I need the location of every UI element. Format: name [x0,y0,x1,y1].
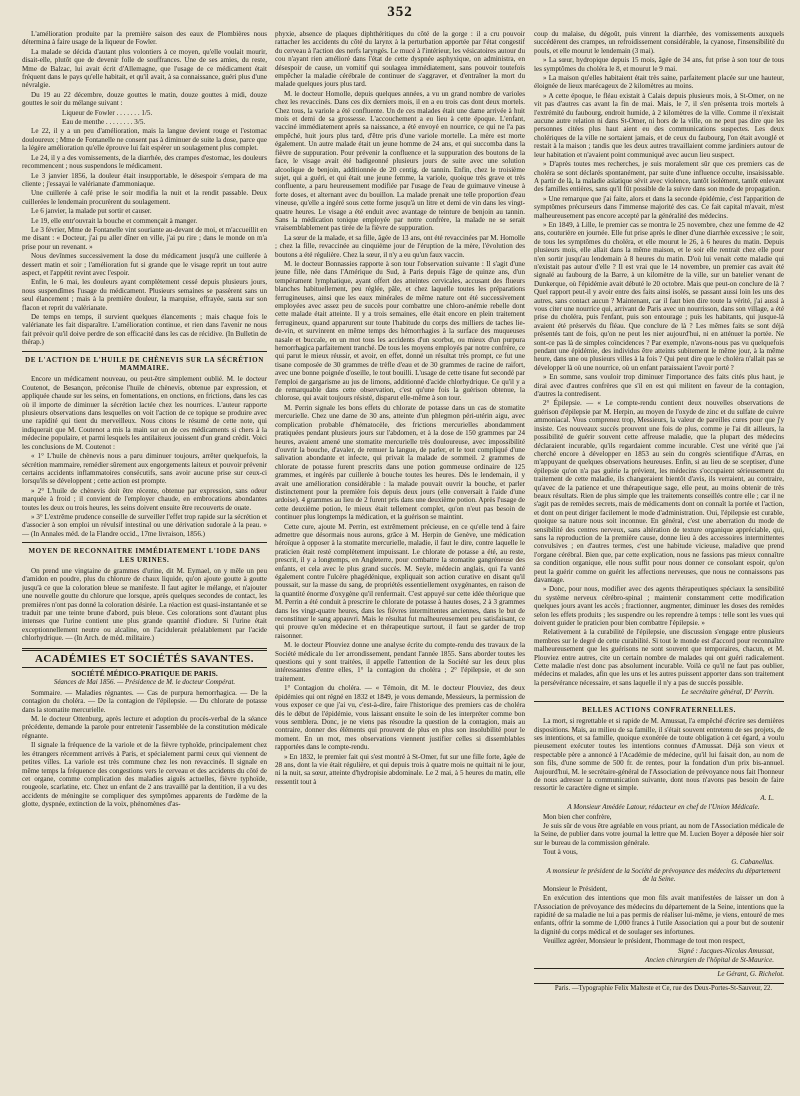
paragraph: » En 1849, à Lille, le premier cas se montra le 25 novembre, chez une femme de 42 ans, couturière en journée. Elle fut prise après le dîner d'une diarrhée excessive ; le soir, de tous les symptômes du choléra, et elle mourut le 26, à 6 heures du matin. Depuis plusieurs mois, elle allait dans la même maison, et le soir elle rentrait chez elle pour n'en sortir jusqu'au lendemain à 8 heures du matin. D'où lui venait cette maladie qui n'existait pas autour d'elle ? Il est vrai que le 14 novembre, un premier cas avait été signalé au faubourg de la Barre, à un kilomètre de la ville, sur un batelier venant de Dunkerque, où l'épidémie avait débuté le 20 octobre. Mais que peut-on conclure de là ? Quel rapport peut-il y avoir entre des faits ainsi isolés, se passant aussi loin les uns des autres, sans contact aucun ? Maintenant, car il faut bien dire toute la vérité, j'ai aussi à vous citer une nourrice qui, arrivant de Paris avec un nourrisson, dans son village, a été prise du choléra, puis l'enfant, puis son entourage ; puis les habitants, qui jusque-là avaient été préservés du fléau. Que conclure de là ? Les mêmes faits se sont déjà présentés tant de fois, qu'on ne peut les nier aujourd'hui, ni en atténuer la portée. Ne sont-ce pas là de simples coïncidences ? Par exemple, n'avons-nous pas vu quelquefois pendant une épidémie, des individus être atteints subitement le même jour, à la même heure, dans une ou plusieurs villes à la fois ? Qui peut dire que le choléra n'allait pas se développer là où une nourrice, où un enfant paraissaient l'avoir porté ? [534,220,784,372]
letter-signature: G. Cabanellas. [731,857,774,866]
printer-imprint: Paris. —Typographie Felix Malteste et Ce, rue des Deux-Portes-St-Sauveur, 22. [554,984,773,992]
paragraph: On prend une vingtaine de grammes d'urine, dit M. Eymael, on y mêle un peu d'amidon en poudre, plus du chlorure de chaux liquide, qu'on ajoute goutte à goutte jusqu'à ce que la coloration bleue se manifeste. Il faut agiter le mélange, et n'ajouter une nouvelle goutte du chlorure que lorsque, après quelques secondes de contact, les premières n'ont pas donné la coloration désirée. La réaction est quasi-instantanée et se traduit par une teinte brune d'abord, puis bleue. Ces colorations sont d'autant plus intenses que l'urine contient une plus grande quantité d'iodure. Si l'urine était exceptionnellement neutre ou alcaline, on l'acidulerait préalablement par l'acide chlorhydrique. — (In Arch. de méd. militaire.) [22,566,267,643]
paragraph: L'amélioration produite par la première saison des eaux de Plombières nous détermina à faire usage de la liqueur de Fowler. [22,30,267,47]
paragraph: » En 1832, le premier fait qui s'est montré à St-Omer, fut sur une fille forte, âgée de 28 ans, dont la vie était régulière, et qui depuis trois à quatre mois ne quittait ni le jour, ni la nuit, sa sœur, atteinte d'hydropisie abdominale. Le 2 mai, à 5 heures du matin, elle ressentit tout à [275,752,525,786]
section-divider [534,968,784,969]
column-1 [22,30,267,1090]
paragraph: M. le docteur Plouviez donne une analyse écrite du compte-rendu des travaux de la Société médicale du 1er arrondissement, pendant l'année 1855. Sans aborder toutes les questions qui y sont traitées, il appelle l'attention de la Société sur les deux plus intéressantes d'entre elles, 1° la contagion du choléra ; 2° l'épilepsie, et de son traitement. [275,641,525,683]
paragraph: Enfin, le 6 mai, les douleurs ayant complètement cessé depuis plusieurs jours, nous suspendîmes l'usage du médicament. Plusieurs semaines se passèrent sans un seul élancement ; mais à la première douleur, la marquise, effrayée, sauta sur son flacon et reprit du valérianate. [22,278,267,312]
academies-heading: ACADÉMIES ET SOCIÉTÉS SAVANTES. [34,652,255,665]
section-title: MOYEN DE RECONNAITRE IMMÉDIATEMENT L'IODE DANS LES URINES. [28,547,261,564]
paragraph: coup du malaise, du dégoût, puis vinrent la diarrhée, des vomissements auxquels succédèrent des crampes, un refroidissement considérable, la cyanose, l'insensibilité du pouls, et elle mourut le lendemain (3 mai). [534,30,784,55]
column-2 [275,30,525,1090]
paragraph: Monsieur le Président, [543,884,608,893]
paragraph: Le 24, il y a des vomissements, de la diarrhée, des crampes d'estomac, les douleurs recommencent ; nous suspendons le médicament. [22,153,267,171]
paragraph: M. le docteur Homolle, depuis quelques années, a vu un grand nombre de varioles chez les revaccinés. Dans ces dix derniers mois, il en a eu trois cas dont deux mortels. Chez tous, la variole a été confluente. Un de ces malades était une dame arrivée à huit mois et demi de sa grossesse. L'accouchement a eu lieu à cette époque. L'enfant, vacciné immédiatement après sa naissance, a été envoyé en nourrice, ce qui ne l'a pas empêché, huit jours plus tard, d'être pris d'une variole mortelle. La mère est morte également. Un autre malade était un jeune homme de 24 ans, et qui succomba dans la fièvre de suppuration. Pour prévenir la confluence et la suppuration des boutons de la face, le visage avait été badigeonné plusieurs jours de suite avec une solution alcoolique de benjoin, additionnée de 20 centig. de tannin. Enfin, chez le troisième sujet, qui a guéri, et qui était une jeune femme, la variole, quoique très grave et très confluente, a paru heureusement modifiée par l'usage de l'eau de guimauve vineuse à forte doses, et alternant avec du bouillon. La malade prenait une telle proportion d'eau vineuse, qu'elle a ingéré sous cette forme jusqu'à un litre et demi de vin dans les vingt-quatre heures. Le visage a été enduit avec avantage de teinture de benjoin au tannin. Sans la médication tonique employée par notre confrère, la malade ne se serait vraisemblablement pas tirée de la fièvre de suppuration. [275,89,525,233]
section-title: DE L'ACTION DE L'HUILE DE CHÈNEVIS SUR LA SÉCRÉTION MAMMAIRE. [25,355,264,373]
paragraph: Le 19, elle entr'ouvrait la bouche et commençait à manger. [31,216,198,225]
paragraph: » En somme, sans vouloir trop diminuer l'importance des faits cités plus haut, je dirai avec d'autres confrères que s'il en est qui militent en faveur de la contagion, d'autres la contredisent. [534,373,784,399]
section-divider [22,667,267,668]
letter-addressee: A monsieur le président de la Société de prévoyance des médecins du département de la Seine. [546,867,781,884]
paragraph: M. le docteur Ottenburg, après lecture et adoption du procès-verbal de la séance précédente, demande la parole pour entretenir l'assemblée de la constitution médicale régnante. [22,715,267,740]
paragraph: Veuillez agréer, Monsieur le président, l'hommage de tout mon respect, [543,937,745,946]
paragraph: Je suis sûr de vous être agréable en vous priant, au nom de l'Association médicale de la Seine, de publier dans votre journal la lettre que M. Lucien Boyer a déposée hier soir sur le bureau de la commission générale. [534,821,784,847]
section-divider [534,983,784,984]
society-heading: SOCIÉTÉ MÉDICO-PRATIQUE DE PARIS. [71,669,218,679]
summary-paragraph: Sommaire. — Maladies régnantes. — Cas de purpura hemorrhagica. — De la contagion du choléra. — De la contagion de l'épilepsie. — Du chlorate de potasse dans la stomatite mercurielle. [22,688,267,714]
paragraph: Nous devînmes successivement la dose du médicament jusqu'à une cuillerée à dessert matin et soir ; l'amélioration fut si grande que le visage reprit un tout autre aspect, et l'appétit revint avec l'espoir. [22,252,267,277]
paragraph: La malade se décida d'autant plus volontiers à ce moyen, qu'elle voulait mourir, disait-elle, plutôt que de devenir folle de souffrances. Une de ses amies, du reste, Mme de Balzac, lui avait écrit d'Allemagne, que l'usage de ce médicament était fréquent dans le pays qu'elle habitait, et qu'il avait, à sa connaissance, guéri plus d'une névralgie. [22,47,267,90]
paragraph: Une cuillerée à café prise le soir modifia la nuit et la rendit passable. Deux cuillerées le lendemain procurèrent du soulagement. [22,189,267,206]
column-3 [534,30,784,1090]
letter-signature: Signé : Jacques-Nicolas Amussat, [677,946,774,955]
paragraph: Relativement à la curabilité de l'épilepsie, une discussion s'engage entre plusieurs membres sur le degré de cette curabilité. Si tout le monde est d'accord pour reconnaître malheureusement que les guérisons ne sont souvent que temporaires, chacun, et M. Plouviez entre autres, cite un certain nombre de malades qui ont guéri radicalement. Cette maladie n'est donc pas absolument incurable. Voilà ce qu'il ne faut pas oublier, médecins et malades, afin que les uns et les autres puissent apporter dans son traitement la persévérance nécessaire, et sans laquelle il n'y a pas de succès possible. [534,628,784,687]
secretary-signature: Le secrétaire général, D' Perrin. [681,688,774,697]
paragraph: La mort, si regrettable et si rapide de M. Amussat, l'a empêché d'écrire ses dernières dispositions. Mais, au milieu de sa famille, il s'était souvent entretenu de ses projets, de ses intentions, et sa famille, quoique exonérée de toute obligation à cet égard, a voulu pieusement exécuter toutes les intentions connues d'Amussat. Déjà son vieux et respectable père a annoncé à l'Académie de médecine, qu'il lui faisait don, au nom de son fils, d'une somme de 500 fr. de rentes, pour la fondation d'un prix bis-annuel. Aujourd'hui, M. le secrétaire-général de l'Association de prévoyance nous fait l'honneur de nous adresser la communication suivante, dont nous n'avons pas besoin de faire ressortir le caractère digne et simple. [534,717,784,793]
formula-line: Liqueur de Fowler . . . . . . . 1/5. [62,108,153,117]
paragraph: En exécution des intentions que mon fils avait manifestées de laisser un don à l'Association de prévoyance des médecins du département de la Seine, intentions que la rapidité de sa maladie ne lui a pas permis de réaliser lui-même, je viens, entouré de mes enfants, offrir la somme de 1,000 francs à l'utile Association qui a pour but de soutenir la dignité du corps médical et de soulager ses infortunes. [534,894,784,936]
paragraph: Le 3 janvier 1856, la douleur était insupportable, le désespoir s'empara de ma cliente ; j'essayai le valérianate d'ammoniaque. [22,171,267,188]
section-divider [22,351,267,352]
paragraph: La sœur de la malade, et sa fille, âgée de 13 ans, ont été revaccinées par M. Homolle ; chez la fille, revaccinée au cinquième jour de l'éruption de la mère, l'évolution des boutons a été régulière. Chez la sœur, il n'y a eu qu'un faux vaccin. [275,233,525,259]
section-title: BELLES ACTIONS CONFRATERNELLES. [581,705,737,714]
paragraph: » La sœur, hydropique depuis 15 mois, âgée de 34 ans, fut prise à son tour de tous les symptômes du choléra le 8, et mourut le 9 mai. [534,56,784,73]
paragraph: » 3° L'extrême prudence conseille de surveiller l'effet trop rapide sur la sécrétion et d'associer à son emploi un révulsif intestinal ou une dérivation sudorale à la peau. » — (In Annales méd. de la Flandre occid., 17me livraison, 1856.) [22,512,267,538]
session-line: Séances de Mai 1856. — Présidence de M. le docteur Compérat. [53,678,236,687]
paragraph: Tout à vous, [543,848,578,857]
paragraph: » Une remarque que j'ai faite, alors et dans la seconde épidémie, c'est l'apparition de symptômes précurseurs dans l'immense majorité des cas. Ce fait capital m'avait, m'est malheureusement pas encore accepté par la généralité des médecins. [534,194,784,220]
paragraph: Le 6 janvier, la malade put sortir et causer. [31,207,152,216]
paragraph: » A cette époque, le fléau existait à Calais depuis plusieurs mois, à St-Omer, on ne vit pas d'autres cas avant la fin de mai. Mais, le 7, il s'en présenta trois mortels à l'extrémité du faubourg, endroit humide, à 2 kilomètres de la ville. Comme il n'existait aucune autre relation ni dans St-Omer, ni hors de la ville, on ne peut pas dire que les personnes citées plus haut aient eu des communications suspectes. Les deux cholériques de la ville ne sortaient jamais, et de ceux du faubourg, l'on était avouglé et restait à la maison ; tandis que les deux autres travaillaient comme jardiniers autour de leur habitation et n'avaient point communiqué avec aucun lieu suspect. [534,91,784,159]
paragraph: » Donc, pour nous, modifier avec des agents thérapeutiques spéciaux la sensibilité du système nerveux cérébro-spinal ; maintenir constamment cette modification quelques jours avant les accès ; fractionner, augmenter, diminuer les doses des remèdes selon les effets produits ; les suspendre ou les reprendre à temps : telle sont les vues qui doivent guider le praticien pour bien combattre l'épilepsie. » [534,585,784,628]
formula-line: Eau de menthe . . . . . . . . 3/5. [62,118,146,127]
section-divider [22,648,267,651]
paragraph: » 2° L'huile de chènevis doit être récente, obtenue par expression, sans odeur marquée à froid ; il convient de l'employer chaude, en embrocations abondantes toutes les deux ou trois heures, les seins doivent ensuite être recouverts de ouate. [22,486,267,512]
paragraph: « 1° L'huile de chènevis nous a paru diminuer toujours, arrêter quelquefois, la sécrétion mammaire, remédier sûrement aux engorgements laiteux et pouvoir prévenir certains accidents inflammatoires consécutifs, sans avoir aucune prise sur ceux-ci lorsqu'ils se développent ; cette action est prompte. [22,452,267,486]
paragraph: Il signale la fréquence de la variole et de la fièvre typhoïde, principalement chez les étrangers récemment arrivés à Paris, et spécialement parmi ceux qui viennent de petites villes. La variole est très commune chez les non revaccinés. Il signale en même temps la fréquence des congestions vers le cerveau et des accidents du côté de cet organe, comme complication des maladies aiguës actuelles, fièvre typhoïde, rougeole, scarlatine, etc. Chez un enfant de 2 ans travaillé par la dentition, il a vu des accidents de méningite se compliquer des symptômes apparents de l'œdème de la glotte, dyspnée, extinction de la voix, phénomènes d'as- [22,741,267,809]
paragraph: » La maison qu'elles habitaient était très saine, parfaitement placée sur une hauteur, éloignée de lieux marécageux de 2 kilomètres au moins. [534,74,784,91]
paragraph: M. Perrin signale les bons effets du chlorate de potasse dans un cas de stomatite mercurielle. Chez une dame de 30 ans, atteinte d'un phlegmon péri-utérin aigu, avec complication probable d'hématocèle, des frictions mercurielles abondamment pratiquées pendant plusieurs jours sur l'abdomen, et à la dose de 150 grammes par 24 heures, avaient amené une stomatite mercurielle très douloureuse, avec impossibilité d'ouvrir la bouche, d'avaler, de remuer la langue, de parler, et le tout compliqué d'une salivation abondante et infecte, qui privait la malade de sommeil. 2 grammes de chlorate de potasse furent prescrits dans une potion gommeuse ordinaire de 125 grammes, et ingérés par cuillerée à bouche toutes les heures. Dès le lendemain, il y avait une amélioration considérable : la malade pouvait ouvrir la bouche, et parler distinctement pour la première fois depuis deux jours (elle conversait à l'aide d'une ardoise). 4 grammes au lieu de 2 furent pris dans une deuxième potion. Après l'usage de cette deuxième potion, le mieux était tellement complet, qu'on n'eut pas besoin de continuer plus longtemps la médication, et la guérison se maintint. [275,403,525,522]
letter-signature-title: Ancien chirurgien de l'hôpital de St-Maurice. [645,956,774,965]
letter-addressee: A Monsieur Amédée Latour, rédacteur en chef de l'Union Médicale. [567,803,760,812]
paragraph: 2° Épilepsie. — « Le compte-rendu contient deux nouvelles observations de guérison d'épilepsie par M. Herpin, au moyen de l'oxyde de zinc et du sulfate de cuivre ammoniacal. Vous comprenez trop, Messieurs, la valeur de pareilles cures pour que j'y insiste. Ces nouveaux succès prouvent une fois de plus, comme je l'ai dit ailleurs, la possibilité de guérir souvent cette affreuse maladie, que la plupart des médecins déclaraient incurable, qu'ils regardaient comme incurable. C'est une vérité que j'ai cherché encore à développer en 1853 au sein du congrès scientifique d'Arras, en m'appuyant de quelques observations heureuses. Enfin, si au lieu de se sceptiser, d'une épilepsie qu'on n'a pas guérie la prévient, les médecins s'occupaient sérieusement du traitement de cette maladie, ils changeraient bientôt d'avis, ils verraient, au contraire, qu'avec de la patience et une thérapeutique sage, elle peut, au moins obtenir de très beaux résultats. Rien de plus simple que les traitements conseillés contre elle ; car il ne s'agit pas de remèdes secrets, mais de médicaments dont on connaît la portée et l'action, et dont on peut diriger facilement le mode d'administration. Oui, l'épilepsie est curable, quoique sa nature nous soit inconnue. En général, c'est une aberration du mode de sensibilité des centres nerveux, sans altération de texture organique appréciable, qui, sans la reproduction de la première cause, donne lieu à des accessoires intermittentes convulsives ; en d'autres termes, c'est une habitude vicieuse, maladive que prend l'organe cérébral. Bien que, par cette explication, nous ne fassions pas mieux connaître sa condition organique, elle nous suffit pour nous donner ce consolant espoir, qu'on peut la guérir comme on guérit les affections nerveuses, que nous ne connaissons pas davantage. [534,399,784,584]
paragraph: Encore un médicament nouveau, ou peut-être simplement oublié. M. le docteur Coutenot, de Besançon, préconise l'huile de chènevis, obtenue par expression, et appliquée chaude sur les seins, en fomentations, en onctions, en frictions, dans les cas où il importe de diminuer la sécrétion lactée chez les nourrices. L'auteur rapporte plusieurs observations dans lesquelles on voit l'action de ce topique se produire avec une rapidité qui tient du merveilleux. Nous citons le résumé de cette note, qui indiquerait que M. Coutenot a mis la main sur un de ces médicaments si chers à la médecine populaire, et parmi lesquels les antilaiteux jouissent d'un grand crédit. Voici les conclusions de M. Coutenot : [22,375,267,451]
paragraph: De temps en temps, il survient quelques élancements ; mais chaque fois le valérianate les fait disparaître. L'amélioration continue, et rien dans l'avenir ne nous fait prévoir qu'il doive perdre de son efficacité dans les cas de récidive. (In Bulletin de thérap.) [22,313,267,347]
paragraph: phyxie, absence de plaques diphthéritiques du côté de la gorge : il a cru pouvoir rattacher les accidents du côté du larynx à la perturbation apportée par l'état congestif du cerveau à l'action des nerfs laryngés. Le mucé à l'intérieur, les vésicatoires autour du cou n'ayant rien amélioré dans l'état de cette dyspnée asphyxique, on administra, en désespoir de cause, un vomitif qui soulagea immédiatement, sans pouvoir toutefois empêcher la maladie cérébrale de continuer de s'aggraver, et d'entraîner la mort du malade quelques jours plus tard. [275,30,525,89]
gerant-signature: Le Gérant, G. Richelot. [717,970,784,979]
paragraph: Du 19 au 22 décembre, douze gouttes le matin, douze gouttes à midi, douze gouttes le soir du mélange suivant : [22,90,267,108]
paragraph: Mon bien cher confrère, [543,812,612,821]
paragraph: Cette cure, ajoute M. Perrin, est extrêmement précieuse, en ce qu'elle tend à faire admettre que désormais nous aurons, grâce à M. Herpin de Genève, une médication héroïque à opposer à la stomatite mercurielle, maladie, il faut le dire, contre laquelle le praticien était resté complètement impuissant. Le chlorate de potasse a été, au reste, prescrit, il y a longtemps, en Angleterre, pour combattre la stomatite gangréneuse des enfants, et cela avec le plus grand succès. M. Seyle, médecin anglais, qui l'a vanté également contre l'ulcère phagédénique, expliquait son action curative en disant qu'il poussait, sur la masse du sang, de propriétés essentiellement oxygénantes, en raison de la quantité énorme d'oxygène qu'il renfermait. C'est appuyé sur cette idée théorique que M. Perrin a été conduit à prescrire le chlorate de potasse à hautes doses, 2 à 3 grammes dans les vingt-quatre heures, dans les fièvres intermittentes anciennes, dans le but de reconstituer le sang appauvri. Mais le résultat fut malheureusement peu satisfaisant, ce qui prouve qu'en médecine et en thérapeutique surtout, il faut se garder de trop raisonner. [275,522,525,640]
author-initials: A. L. [760,793,774,802]
paragraph: Le 22, il y a un peu d'amélioration, mais la langue devient rouge et l'estomac douloureux ; Mme de Fontanelle ne consent pas à diminuer de suite la dose, parce que la légère amélioration qu'elle éprouve lui fait espérer un soulagement plus complet. [22,127,267,153]
paragraph: M. le docteur Bonnassies rapporte à son tour l'observation suivante : Il s'agit d'une jeune fille, née dans l'Amérique du Sud, à Paris depuis l'âge de quinze ans, d'un tempérament lymphatique, ayant offert des atteintes cervicales, accusant des flueurs blanches habituellement, peu réglée, pâle, et chez laquelle toutes les préparations ferrugineuses, ainsi que les eaux minérales de même nature ont été successivement employées avec assez peu de succès pour combattre une chloro-anémie rebelle dont cette malade était atteinte. Il y a trois semaines, elle était encore en plein traitement ferrugineux, quand apparurent sur toute l'habitude du corps des milliers de taches lie-de-vin, et survinrent en même temps des hémorrhagies à la surface des muqueuses nasale et buccale, en un mot tous les accidents d'un scorbut, ou mieux d'un purpura hemorrhagica parfaitement tranché. De tous les moyens employés par notre confrère, ce qui parut le mieux réussir, et avoir, en effet, donné un résultat très prompt, ce fut une tisane composée de 30 grammes de trèfle d'eau et de 30 grammes de racine de raifort, avec une bonne poignée d'oseille, le tout bouilli. L'usage de cette tisane fut secondé par l'emploi de gargarisme au jus de limons, additionné d'acide chlorhydrique. Ce qu'il y a de remarquable dans cette observation, c'est qu'une fois la guérison obtenue, la chlorose, qui avait toujours résisté, disparut elle-même à son tour. [275,259,525,403]
section-divider [22,542,267,543]
section-divider [534,701,784,702]
paragraph: 1° Contagion du choléra. — « Témoin, dit M. le docteur Plouviez, des deux épidémies qui ont régné en 1832 et 1849, je vous demande, Messieurs, la permission de vous exposer ce que j'ai vu, c'est-à-dire, faire l'historique des premiers cas de choléra dès le début de l'épidémie, vous laissant ensuite le soin de les interpréter comme bon vous semblera. Donc, je ne viens pas résoudre la question de la contagion, mais au contraire, donner des éléments qui prouvent de plus en plus son insolubilité pour le moment. En un mot, mes observations viennent justifier celles si dissemblables rapportées dans le compte-rendu. [275,684,525,752]
page-number: 352 [387,4,413,20]
paragraph: Le 3 février, Mme de Fontanelle vint souriante au-devant de moi, et m'accueillit en me disant : « Docteur, j'ai pu aller dîner en ville, j'ai pu rire ; dans le monde on m'a prise pour un revenant. » [22,225,267,251]
paragraph: » D'après toutes mes recherches, je suis moralement sûr que ces premiers cas de choléra se sont déclarés spontanément, par suite d'une influence occulte, insaisissable. A partir de là, la maladie asiatique sévit avec violence, tantôt isolément, tantôt enlevant des familles entières, sans qu'il fût possible de la suivre dans son mode de propagation. [534,160,784,194]
